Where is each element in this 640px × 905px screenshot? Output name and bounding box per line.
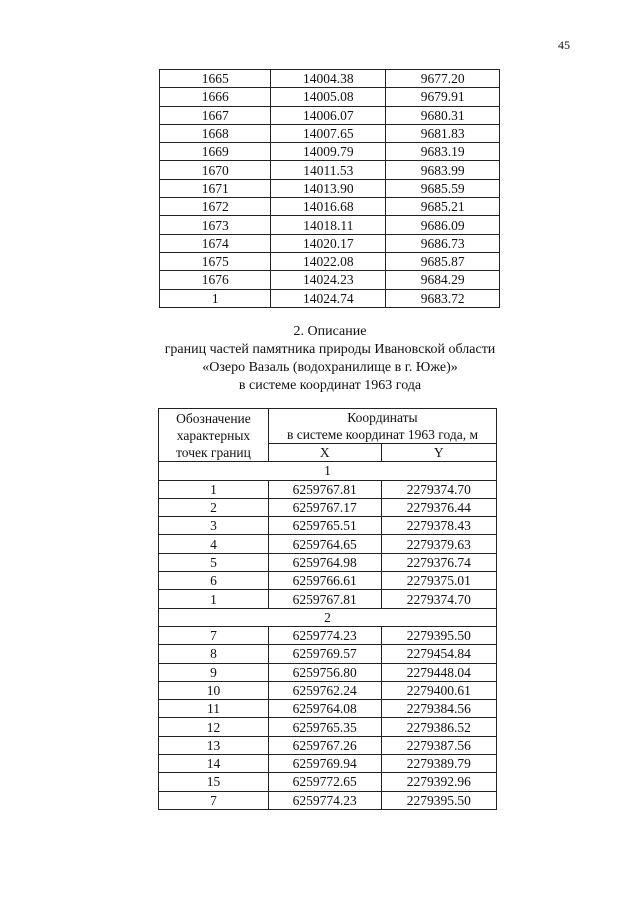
y-coordinate-cell: 9681.83 bbox=[386, 124, 500, 142]
point-number-cell: 4 bbox=[159, 535, 269, 553]
x-coordinate-cell: 6259767.81 bbox=[268, 480, 381, 498]
point-number-cell: 1666 bbox=[160, 88, 271, 106]
point-number-cell: 1674 bbox=[160, 234, 271, 252]
points-column-header-line-1: Обозначение bbox=[176, 410, 251, 426]
x-coordinate-cell: 14007.65 bbox=[271, 124, 386, 142]
y-coordinate-cell: 9683.72 bbox=[386, 289, 500, 307]
point-number-cell: 7 bbox=[159, 791, 269, 809]
point-number-cell: 1 bbox=[160, 289, 271, 307]
x-coordinate-cell: 14006.07 bbox=[271, 106, 386, 124]
point-number-cell: 7 bbox=[159, 626, 269, 644]
y-coordinate-cell: 2279395.50 bbox=[381, 791, 496, 809]
point-number-cell: 10 bbox=[159, 681, 269, 699]
point-number-cell: 1676 bbox=[160, 271, 271, 289]
x-coordinate-cell: 14013.90 bbox=[271, 179, 386, 197]
table-row bbox=[159, 645, 497, 663]
section-number-cell: 1 bbox=[159, 462, 497, 480]
table-row bbox=[160, 271, 500, 289]
y-coordinate-cell: 9686.73 bbox=[386, 234, 500, 252]
x-coordinate-cell: 14022.08 bbox=[271, 252, 386, 270]
point-number-cell: 12 bbox=[159, 718, 269, 736]
x-column-header: X bbox=[268, 444, 381, 462]
point-number-cell: 3 bbox=[159, 517, 269, 535]
point-number-cell: 1670 bbox=[160, 161, 271, 179]
point-number-cell: 1668 bbox=[160, 124, 271, 142]
points-column-header-line-3: точек границ bbox=[176, 444, 251, 460]
y-coordinate-cell: 9685.21 bbox=[386, 198, 500, 216]
x-coordinate-cell: 6259769.57 bbox=[268, 645, 381, 663]
section-number-cell: 2 bbox=[159, 608, 497, 626]
point-number-cell: 1675 bbox=[160, 252, 271, 270]
page-number: 45 bbox=[558, 38, 570, 52]
table-row bbox=[160, 106, 500, 124]
y-coordinate-cell: 2279392.96 bbox=[381, 773, 496, 791]
x-coordinate-cell: 6259756.80 bbox=[268, 663, 381, 681]
x-coordinate-cell: 6259769.94 bbox=[268, 755, 381, 773]
y-coordinate-cell: 9683.99 bbox=[386, 161, 500, 179]
x-coordinate-cell: 14020.17 bbox=[271, 234, 386, 252]
y-coordinate-cell: 2279448.04 bbox=[381, 663, 496, 681]
x-coordinate-cell: 6259764.65 bbox=[268, 535, 381, 553]
table-row bbox=[159, 773, 497, 791]
table-row bbox=[159, 498, 497, 516]
x-coordinate-cell: 14016.68 bbox=[271, 198, 386, 216]
y-coordinate-cell: 2279376.44 bbox=[381, 498, 496, 516]
x-coordinate-cell: 6259762.24 bbox=[268, 681, 381, 699]
point-number-cell: 2 bbox=[159, 498, 269, 516]
table-row bbox=[159, 718, 497, 736]
y-coordinate-cell: 9686.09 bbox=[386, 216, 500, 234]
point-number-cell: 1673 bbox=[160, 216, 271, 234]
table-row bbox=[159, 572, 497, 590]
point-number-cell: 9 bbox=[159, 663, 269, 681]
point-number-cell: 1 bbox=[159, 590, 269, 608]
x-coordinate-cell: 14005.08 bbox=[271, 88, 386, 106]
y-coordinate-cell: 2279374.70 bbox=[381, 480, 496, 498]
table-row bbox=[160, 88, 500, 106]
y-coordinate-cell: 9677.20 bbox=[386, 70, 500, 88]
table-row bbox=[160, 234, 500, 252]
y-coordinate-cell: 2279395.50 bbox=[381, 626, 496, 644]
y-coordinate-cell: 9685.59 bbox=[386, 179, 500, 197]
table-row bbox=[160, 252, 500, 270]
header-row-1 bbox=[159, 409, 497, 444]
table-row bbox=[160, 124, 500, 142]
point-number-cell: 5 bbox=[159, 553, 269, 571]
table-row bbox=[159, 681, 497, 699]
point-number-cell: 1671 bbox=[160, 179, 271, 197]
x-coordinate-cell: 14009.79 bbox=[271, 143, 386, 161]
table-row bbox=[159, 736, 497, 754]
coordinates-column-header-line-2: в системе координат 1963 года, м bbox=[286, 427, 478, 442]
point-number-cell: 1665 bbox=[160, 70, 271, 88]
x-coordinate-cell: 6259774.23 bbox=[268, 791, 381, 809]
table-row bbox=[159, 590, 497, 608]
y-coordinate-cell: 2279387.56 bbox=[381, 736, 496, 754]
coordinates-column-header-line-1: Координаты bbox=[347, 410, 418, 425]
x-coordinate-cell: 14004.38 bbox=[271, 70, 386, 88]
point-number-cell: 8 bbox=[159, 645, 269, 663]
y-coordinate-cell: 2279389.79 bbox=[381, 755, 496, 773]
y-coordinate-cell: 2279376.74 bbox=[381, 553, 496, 571]
boundary-points-table bbox=[158, 408, 497, 810]
coordinates-table-continued bbox=[159, 69, 500, 308]
table-row bbox=[160, 179, 500, 197]
y-coordinate-cell: 2279386.52 bbox=[381, 718, 496, 736]
section-row bbox=[159, 608, 497, 626]
point-number-cell: 6 bbox=[159, 572, 269, 590]
x-coordinate-cell: 14018.11 bbox=[271, 216, 386, 234]
boundary-points-table-body bbox=[159, 462, 497, 810]
table-row bbox=[159, 517, 497, 535]
points-column-header bbox=[159, 409, 269, 462]
y-coordinate-cell: 2279374.70 bbox=[381, 590, 496, 608]
y-column-header: Y bbox=[381, 444, 496, 462]
x-coordinate-cell: 6259766.61 bbox=[268, 572, 381, 590]
table-row bbox=[159, 535, 497, 553]
y-coordinate-cell: 9684.29 bbox=[386, 271, 500, 289]
table-row bbox=[159, 626, 497, 644]
y-coordinate-cell: 9683.19 bbox=[386, 143, 500, 161]
point-number-cell: 1 bbox=[159, 480, 269, 498]
y-coordinate-cell: 2279400.61 bbox=[381, 681, 496, 699]
x-coordinate-cell: 14024.74 bbox=[271, 289, 386, 307]
table-row bbox=[159, 791, 497, 809]
section-subtitle-line-3: в системе координат 1963 года bbox=[238, 378, 422, 393]
y-coordinate-cell: 2279379.63 bbox=[381, 535, 496, 553]
table-row bbox=[159, 480, 497, 498]
x-coordinate-cell: 6259772.65 bbox=[268, 773, 381, 791]
y-coordinate-cell: 9685.87 bbox=[386, 252, 500, 270]
section-row bbox=[159, 462, 497, 480]
section-subtitle-line-2: «Озеро Вазаль (водохранилище в г. Юже)» bbox=[202, 360, 458, 375]
x-coordinate-cell: 14011.53 bbox=[271, 161, 386, 179]
table-row bbox=[160, 70, 500, 88]
section-subtitle-line-1: границ частей памятника природы Ивановской области bbox=[164, 342, 496, 357]
x-coordinate-cell: 14024.23 bbox=[271, 271, 386, 289]
table-row bbox=[160, 143, 500, 161]
y-coordinate-cell: 2279384.56 bbox=[381, 700, 496, 718]
y-coordinate-cell: 2279375.01 bbox=[381, 572, 496, 590]
table-row bbox=[159, 553, 497, 571]
y-coordinate-cell: 2279378.43 bbox=[381, 517, 496, 535]
table-row bbox=[160, 198, 500, 216]
point-number-cell: 11 bbox=[159, 700, 269, 718]
x-coordinate-cell: 6259764.98 bbox=[268, 553, 381, 571]
point-number-cell: 13 bbox=[159, 736, 269, 754]
table-row bbox=[159, 755, 497, 773]
y-coordinate-cell: 9680.31 bbox=[386, 106, 500, 124]
table-row bbox=[160, 161, 500, 179]
table-row bbox=[160, 216, 500, 234]
points-column-header-line-2: характерных bbox=[176, 427, 251, 443]
x-coordinate-cell: 6259767.26 bbox=[268, 736, 381, 754]
coordinates-column-header bbox=[268, 409, 496, 444]
boundary-points-table-header bbox=[159, 409, 497, 462]
point-number-cell: 15 bbox=[159, 773, 269, 791]
point-number-cell: 1669 bbox=[160, 143, 271, 161]
x-coordinate-cell: 6259764.08 bbox=[268, 700, 381, 718]
y-coordinate-cell: 9679.91 bbox=[386, 88, 500, 106]
y-coordinate-cell: 2279454.84 bbox=[381, 645, 496, 663]
section-title: 2. Описание bbox=[293, 324, 367, 339]
point-number-cell: 14 bbox=[159, 755, 269, 773]
x-coordinate-cell: 6259765.51 bbox=[268, 517, 381, 535]
section-caption bbox=[100, 323, 560, 395]
point-number-cell: 1667 bbox=[160, 106, 271, 124]
x-coordinate-cell: 6259767.17 bbox=[268, 498, 381, 516]
x-coordinate-cell: 6259774.23 bbox=[268, 626, 381, 644]
point-number-cell: 1672 bbox=[160, 198, 271, 216]
x-coordinate-cell: 6259765.35 bbox=[268, 718, 381, 736]
table-row bbox=[159, 663, 497, 681]
coordinates-table-continued-body bbox=[160, 70, 500, 308]
table-row bbox=[160, 289, 500, 307]
x-coordinate-cell: 6259767.81 bbox=[268, 590, 381, 608]
table-row bbox=[159, 700, 497, 718]
